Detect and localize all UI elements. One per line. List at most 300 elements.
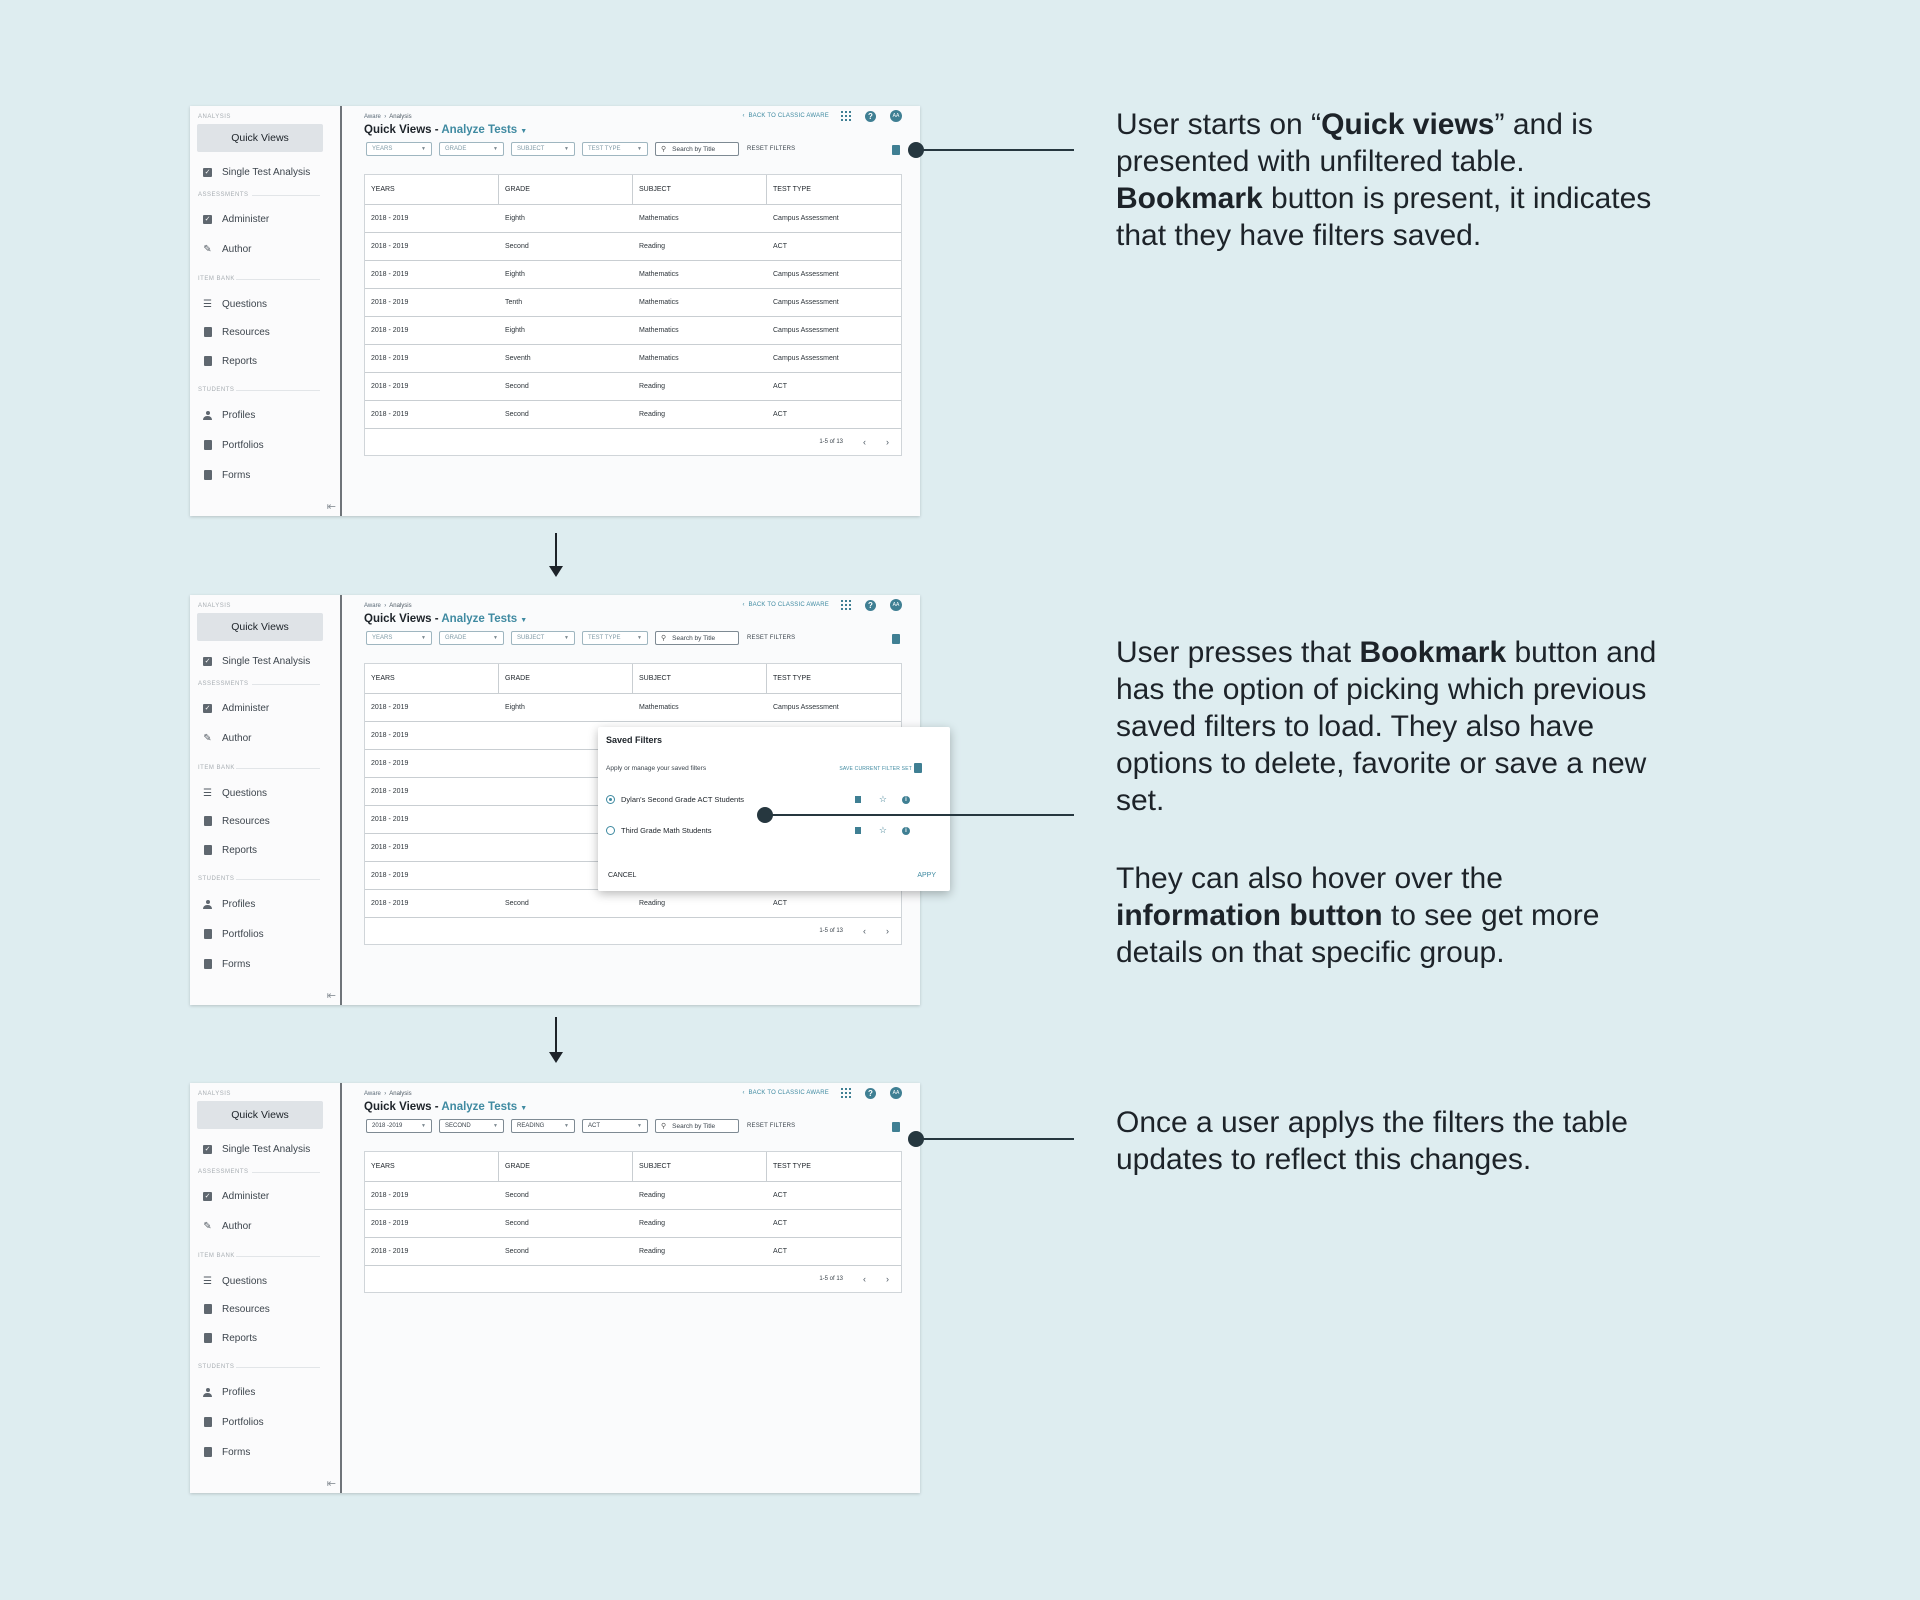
caret-down-icon[interactable]: ▼ [520, 1105, 528, 1112]
checkbox-icon: ✓ [204, 657, 211, 665]
annotation-step-2 [1116, 634, 1676, 819]
years-filter-label: YEARS [372, 146, 393, 152]
sidebar-item-portfolios[interactable]: Portfolios [202, 1414, 264, 1430]
search-placeholder: Search by Title [672, 145, 716, 153]
caret-down-icon: ▼ [637, 635, 642, 641]
grade-filter[interactable] [439, 1119, 504, 1133]
table-cell: ACT [773, 243, 787, 250]
checkbox-icon: ✓ [204, 1145, 211, 1153]
form-icon [202, 959, 213, 970]
table-cell: 2018 - 2019 [371, 327, 409, 334]
subject-filter[interactable] [511, 142, 575, 156]
section-label-assessments: ASSESSMENTS [198, 192, 249, 198]
caret-down-icon[interactable]: ▼ [520, 617, 528, 624]
breadcrumb-root[interactable]: Aware [364, 114, 381, 120]
chevron-left-icon[interactable]: ‹ [863, 437, 866, 447]
chevron-left-icon[interactable]: ‹ [863, 1274, 866, 1284]
main-content [342, 1083, 920, 1493]
screenshot-saved-filters-dialog [190, 595, 936, 1005]
sidebar-item-single-test-analysis[interactable]: ✓ Single Test Analysis [202, 164, 310, 180]
annotation-bold: information button [1116, 899, 1383, 932]
table-cell: Campus Assessment [773, 327, 839, 334]
table-cell: Reading [639, 900, 666, 907]
table-cell: 2018 - 2019 [371, 355, 409, 362]
section-label-analysis: ANALYSIS [198, 1091, 231, 1097]
subject-filter[interactable] [511, 1119, 575, 1133]
page-title-text: Quick Views - [364, 613, 439, 625]
star-icon[interactable]: ☆ [878, 825, 887, 835]
view-selector[interactable]: Analyze Tests [441, 613, 518, 625]
sidebar-item-forms[interactable]: Forms [202, 467, 250, 483]
divider [236, 390, 320, 391]
apps-grid-icon[interactable] [841, 600, 851, 610]
portfolio-icon [202, 929, 213, 940]
annotation-step-1 [1116, 106, 1676, 254]
sidebar-item-reports[interactable]: Reports [202, 353, 257, 369]
help-icon[interactable]: ? [865, 111, 876, 122]
grade-filter-label: GRADE [445, 146, 467, 152]
bookmark-add-icon[interactable] [914, 763, 922, 773]
collapse-icon[interactable]: ⇤ [326, 501, 336, 513]
radio-selected[interactable] [606, 795, 615, 804]
table-cell: Eighth [505, 271, 525, 278]
table-row[interactable] [365, 317, 901, 345]
pencil-icon: ✎ [203, 243, 212, 255]
radio-unselected[interactable] [606, 826, 615, 835]
table-cell: Mathematics [639, 215, 679, 222]
sidebar-item-questions[interactable]: ☰ Questions [203, 787, 268, 799]
sidebar-item-profiles[interactable]: Profiles [202, 1384, 255, 1400]
avatar[interactable]: AA [890, 1087, 902, 1099]
table-cell: 2018 - 2019 [371, 271, 409, 278]
annotation-bold: Bookmark [1116, 182, 1263, 215]
avatar[interactable]: AA [890, 599, 902, 611]
sidebar-item-profiles[interactable]: Profiles [202, 407, 255, 423]
info-icon[interactable]: i [902, 796, 910, 804]
checkbox-icon: ✓ [204, 215, 211, 223]
table-cell: ACT [773, 1192, 787, 1199]
sidebar-item-reports[interactable]: Reports [202, 1330, 257, 1346]
search-input[interactable] [655, 631, 739, 645]
annotation-text: User presses that [1116, 636, 1360, 669]
help-icon[interactable]: ? [865, 1088, 876, 1099]
grade-filter[interactable] [439, 631, 504, 645]
sidebar [190, 1083, 342, 1493]
portfolio-icon [202, 1417, 213, 1428]
sidebar-item-author[interactable]: ✎ Author [203, 1220, 252, 1232]
table-cell: ACT [773, 900, 787, 907]
bookmark-icon[interactable] [892, 1122, 900, 1132]
sidebar-item-author[interactable]: ✎ Author [203, 732, 252, 744]
search-placeholder: Search by Title [672, 634, 716, 642]
top-actions [743, 110, 903, 122]
years-filter[interactable] [366, 631, 432, 645]
screenshot-unfiltered [190, 106, 920, 516]
save-current-filter-set-button[interactable]: SAVE CURRENT FILTER SET [839, 766, 912, 772]
saved-filters-dialog [598, 727, 950, 891]
caret-down-icon: ▼ [421, 146, 426, 152]
section-label-students: STUDENTS [198, 876, 235, 882]
table-row[interactable] [365, 1182, 901, 1210]
apps-grid-icon[interactable] [841, 111, 851, 121]
reset-filters-button[interactable]: RESET FILTERS [747, 146, 796, 152]
filter-bar [366, 142, 795, 156]
pagination-text: 1-5 of 13 [819, 1276, 843, 1282]
caret-down-icon: ▼ [493, 635, 498, 641]
table-row[interactable] [365, 890, 901, 918]
apply-button[interactable]: APPY [917, 872, 936, 879]
sidebar-item-profiles[interactable]: Profiles [202, 896, 255, 912]
table-cell: 2018 - 2019 [371, 215, 409, 222]
star-icon[interactable]: ☆ [878, 794, 887, 804]
data-table [364, 174, 902, 456]
grade-filter-label: GRADE [445, 635, 467, 641]
back-to-classic-link[interactable]: ‹ BACK TO CLASSIC AWARE [742, 1090, 829, 1096]
caret-down-icon: ▼ [493, 1123, 498, 1129]
annotation-step-3: Once a user applys the filters the table updates to reflect this changes. [1116, 1106, 1628, 1176]
table-cell: Campus Assessment [773, 704, 839, 711]
collapse-icon[interactable]: ⇤ [326, 990, 336, 1002]
table-cell: 2018 - 2019 [371, 1192, 409, 1199]
breadcrumb: Aware › Analysis [364, 603, 412, 609]
years-filter-label: YEARS [372, 635, 393, 641]
table-cell: Eighth [505, 704, 525, 711]
breadcrumb-current: Analysis [389, 1091, 412, 1097]
dialog-subtitle: Apply or manage your saved filters [606, 765, 707, 772]
view-selector[interactable]: Analyze Tests [441, 1101, 518, 1113]
list-icon: ☰ [203, 1275, 212, 1287]
breadcrumb-root[interactable]: Aware [364, 1091, 381, 1097]
years-filter[interactable] [366, 1119, 432, 1133]
library-icon [202, 816, 213, 827]
column-header[interactable]: GRADE [499, 175, 633, 204]
column-header[interactable]: SUBJECT [633, 175, 767, 204]
pencil-icon: ✎ [203, 732, 212, 744]
document-icon [202, 356, 213, 367]
divider [236, 1256, 320, 1257]
table-cell: 2018 - 2019 [371, 704, 409, 711]
back-link-text: BACK TO CLASSIC AWARE [748, 602, 829, 608]
sidebar-item-single-test-analysis[interactable]: ✓ Single Test Analysis [202, 653, 310, 669]
table-cell: Mathematics [639, 327, 679, 334]
table-cell: Eighth [505, 215, 525, 222]
pagination-text: 1-5 of 13 [819, 928, 843, 934]
table-cell: Tenth [505, 299, 523, 306]
reset-filters-button[interactable]: RESET FILTERS [747, 635, 796, 641]
divider [236, 768, 320, 769]
table-row[interactable] [365, 233, 901, 261]
breadcrumb-root[interactable]: Aware [364, 603, 381, 609]
column-header[interactable]: GRADE [499, 664, 633, 693]
search-icon: ⚲ [661, 635, 667, 642]
bookmark-icon[interactable] [892, 145, 900, 155]
table-cell: 2018 - 2019 [371, 816, 409, 823]
annotation-text: button and has the option of picking which previous saved filters to load. They also have options to delete, favorite or save a new set. [1116, 636, 1657, 817]
dialog-title: Saved Filters [606, 735, 663, 745]
sidebar-item-forms[interactable]: Forms [202, 956, 250, 972]
annotation-text: They can also hover over the [1116, 862, 1503, 895]
test-type-filter-label: TEST TYPE [588, 635, 621, 641]
table-cell: Mathematics [639, 355, 679, 362]
table-cell: Second [505, 243, 529, 250]
table-cell: Second [505, 900, 529, 907]
apps-grid-icon[interactable] [841, 1088, 851, 1098]
subject-filter-label: SUBJECT [517, 146, 545, 152]
table-row[interactable] [365, 261, 901, 289]
table-cell: Seventh [505, 355, 531, 362]
table-header [365, 664, 901, 694]
divider [252, 195, 320, 196]
table-cell: ACT [773, 1220, 787, 1227]
person-icon [202, 899, 213, 910]
divider [236, 879, 320, 880]
table-header [365, 175, 901, 205]
table-cell: Reading [639, 383, 666, 390]
table-row[interactable] [365, 289, 901, 317]
document-icon [202, 845, 213, 856]
sidebar-item-quick-views[interactable]: Quick Views [197, 124, 323, 152]
table-cell: Eighth [505, 327, 525, 334]
search-icon: ⚲ [661, 146, 667, 153]
table-row[interactable] [365, 373, 901, 401]
top-actions [743, 599, 903, 611]
caret-down-icon: ▼ [421, 1123, 426, 1129]
section-label-item-bank: ITEM BANK [198, 1253, 235, 1259]
section-label-item-bank: ITEM BANK [198, 765, 235, 771]
caret-down-icon: ▼ [637, 146, 642, 152]
sidebar-item-quick-views[interactable]: Quick Views [197, 613, 323, 641]
screenshot-filtered [190, 1083, 920, 1493]
test-type-filter[interactable] [582, 1119, 648, 1133]
back-link-text: BACK TO CLASSIC AWARE [748, 1090, 829, 1096]
cancel-button[interactable]: CANCEL [608, 872, 637, 879]
sidebar-item-forms[interactable]: Forms [202, 1444, 250, 1460]
table-cell: Reading [639, 243, 666, 250]
help-icon[interactable]: ? [865, 600, 876, 611]
sidebar-item-administer[interactable]: ✓ Administer [202, 700, 269, 716]
flow-arrow-down [555, 533, 557, 575]
table-header [365, 1152, 901, 1182]
annotation-text: ” and is presented with unfiltered table. [1116, 108, 1593, 178]
column-header[interactable]: TEST TYPE [773, 675, 811, 682]
sidebar-item-resources[interactable]: Resources [202, 324, 270, 340]
trash-icon[interactable] [855, 827, 861, 834]
pencil-icon: ✎ [203, 1220, 212, 1232]
grade-filter[interactable] [439, 142, 504, 156]
table-row[interactable] [365, 345, 901, 373]
collapse-icon[interactable]: ⇤ [326, 1478, 336, 1490]
table-cell: 2018 - 2019 [371, 760, 409, 767]
page-title [364, 124, 527, 136]
subject-filter-label: SUBJECT [517, 635, 545, 641]
divider [236, 1367, 320, 1368]
table-cell: Reading [639, 411, 666, 418]
caret-down-icon[interactable]: ▼ [520, 128, 528, 135]
section-label-students: STUDENTS [198, 1364, 235, 1370]
saved-filter-option[interactable] [606, 823, 711, 837]
person-icon [202, 410, 213, 421]
breadcrumb: Aware › Analysis [364, 114, 412, 120]
leader-line [765, 814, 1074, 816]
page-title [364, 613, 527, 625]
table-cell: Mathematics [639, 704, 679, 711]
library-icon [202, 327, 213, 338]
chevron-right-icon[interactable]: › [886, 926, 889, 936]
chevron-right-icon[interactable]: › [886, 437, 889, 447]
main-content [342, 595, 936, 1005]
section-label-item-bank: ITEM BANK [198, 276, 235, 282]
person-icon [202, 1387, 213, 1398]
grade-filter-value: SECOND [445, 1123, 471, 1129]
table-row[interactable] [365, 694, 901, 722]
annotation-text: User starts on “ [1116, 108, 1322, 141]
section-label-assessments: ASSESSMENTS [198, 681, 249, 687]
table-cell: Second [505, 383, 529, 390]
saved-filter-option[interactable] [606, 792, 744, 806]
table-cell: Second [505, 1220, 529, 1227]
table-pagination [365, 1266, 901, 1292]
back-link-text: BACK TO CLASSIC AWARE [748, 113, 829, 119]
saved-filter-label: Dylan's Second Grade ACT Students [621, 794, 745, 804]
back-to-classic-link[interactable]: ‹ BACK TO CLASSIC AWARE [742, 602, 829, 608]
table-cell: Reading [639, 1248, 666, 1255]
column-header[interactable]: YEARS [365, 1152, 499, 1181]
checkbox-icon: ✓ [204, 168, 211, 176]
search-placeholder: Search by Title [672, 1122, 716, 1130]
table-cell: Campus Assessment [773, 215, 839, 222]
breadcrumb: Aware › Analysis [364, 1091, 412, 1097]
flow-arrow-down [555, 1017, 557, 1061]
table-cell: 2018 - 2019 [371, 872, 409, 879]
test-type-filter-label: TEST TYPE [588, 146, 621, 152]
table-pagination [365, 429, 901, 455]
annotation-step-2b [1116, 860, 1676, 971]
table-row[interactable] [365, 1210, 901, 1238]
sidebar [190, 106, 342, 516]
sidebar-item-portfolios[interactable]: Portfolios [202, 926, 264, 942]
breadcrumb-current: Analysis [389, 114, 412, 120]
sidebar-item-portfolios[interactable]: Portfolios [202, 437, 264, 453]
filter-bar [366, 1119, 795, 1133]
form-icon [202, 470, 213, 481]
years-filter-value: 2018 -2019 [372, 1123, 403, 1129]
data-table [364, 1151, 902, 1293]
leader-line [916, 1138, 1074, 1140]
checkbox-icon: ✓ [204, 1192, 211, 1200]
sidebar-item-resources[interactable]: Resources [202, 1301, 270, 1317]
table-row[interactable] [365, 205, 901, 233]
annotation-text: to see get more details on that specific group. [1116, 899, 1600, 969]
leader-line [916, 149, 1074, 151]
sidebar-item-author[interactable]: ✎ Author [203, 243, 252, 255]
test-type-filter[interactable] [582, 142, 648, 156]
page-title [364, 1101, 527, 1113]
top-actions [743, 1087, 903, 1099]
search-input[interactable] [655, 142, 739, 156]
table-cell: Campus Assessment [773, 271, 839, 278]
info-icon[interactable]: i [902, 827, 910, 835]
divider [252, 684, 320, 685]
checkbox-icon: ✓ [204, 704, 211, 712]
filter-bar [366, 631, 795, 645]
sidebar-item-reports[interactable]: Reports [202, 842, 257, 858]
section-label-analysis: ANALYSIS [198, 603, 231, 609]
column-header[interactable]: YEARS [365, 175, 499, 204]
chevron-right-icon[interactable]: › [886, 1274, 889, 1284]
caret-down-icon: ▼ [564, 1123, 569, 1129]
section-label-assessments: ASSESSMENTS [198, 1169, 249, 1175]
column-header[interactable]: YEARS [365, 664, 499, 693]
table-cell: 2018 - 2019 [371, 299, 409, 306]
table-row[interactable] [365, 401, 901, 429]
table-cell: 2018 - 2019 [371, 732, 409, 739]
table-cell: Reading [639, 1220, 666, 1227]
test-type-filter-value: ACT [588, 1123, 600, 1129]
view-selector[interactable]: Analyze Tests [441, 124, 518, 136]
table-cell: 2018 - 2019 [371, 383, 409, 390]
list-icon: ☰ [203, 298, 212, 310]
sidebar-item-single-test-analysis[interactable]: ✓ Single Test Analysis [202, 1141, 310, 1157]
sidebar-item-administer[interactable]: ✓ Administer [202, 211, 269, 227]
section-label-students: STUDENTS [198, 387, 235, 393]
table-pagination [365, 918, 901, 944]
annotation-bold: Bookmark [1359, 636, 1507, 669]
table-cell: 2018 - 2019 [371, 844, 409, 851]
column-header[interactable]: TEST TYPE [773, 1163, 811, 1170]
saved-filter-label: Third Grade Math Students [621, 825, 712, 835]
column-header[interactable]: TEST TYPE [773, 186, 811, 193]
page-title-text: Quick Views - [364, 124, 439, 136]
table-cell: 2018 - 2019 [371, 411, 409, 418]
chevron-left-icon[interactable]: ‹ [863, 926, 866, 936]
table-cell: Campus Assessment [773, 355, 839, 362]
table-cell: Second [505, 1248, 529, 1255]
search-icon: ⚲ [661, 1123, 667, 1130]
years-filter[interactable] [366, 142, 432, 156]
caret-down-icon: ▼ [421, 635, 426, 641]
page-title-text: Quick Views - [364, 1101, 439, 1113]
option-actions [855, 795, 910, 804]
test-type-filter[interactable] [582, 631, 648, 645]
table-cell: 2018 - 2019 [371, 900, 409, 907]
back-to-classic-link[interactable]: ‹ BACK TO CLASSIC AWARE [742, 113, 829, 119]
sidebar-item-questions[interactable]: ☰ Questions [203, 1275, 268, 1287]
list-icon: ☰ [203, 787, 212, 799]
table-cell: Second [505, 411, 529, 418]
sidebar-item-administer[interactable]: ✓ Administer [202, 1188, 269, 1204]
portfolio-icon [202, 440, 213, 451]
main-content [342, 106, 920, 516]
sidebar-item-questions[interactable]: ☰ Questions [203, 298, 268, 310]
caret-down-icon: ▼ [493, 146, 498, 152]
column-header[interactable]: SUBJECT [633, 664, 767, 693]
trash-icon[interactable] [855, 796, 861, 803]
table-cell: 2018 - 2019 [371, 1248, 409, 1255]
search-input[interactable] [655, 1119, 739, 1133]
bookmark-icon[interactable] [892, 634, 900, 644]
pagination-text: 1-5 of 13 [819, 439, 843, 445]
column-header[interactable]: SUBJECT [633, 1152, 767, 1181]
avatar[interactable]: AA [890, 110, 902, 122]
sidebar-item-quick-views[interactable]: Quick Views [197, 1101, 323, 1129]
annotation-text: button is present, it indicates that they have filters saved. [1116, 182, 1652, 252]
subject-filter[interactable] [511, 631, 575, 645]
sidebar-item-resources[interactable]: Resources [202, 813, 270, 829]
table-cell: Mathematics [639, 271, 679, 278]
reset-filters-button[interactable]: RESET FILTERS [747, 1123, 796, 1129]
column-header[interactable]: GRADE [499, 1152, 633, 1181]
table-row[interactable] [365, 1238, 901, 1266]
